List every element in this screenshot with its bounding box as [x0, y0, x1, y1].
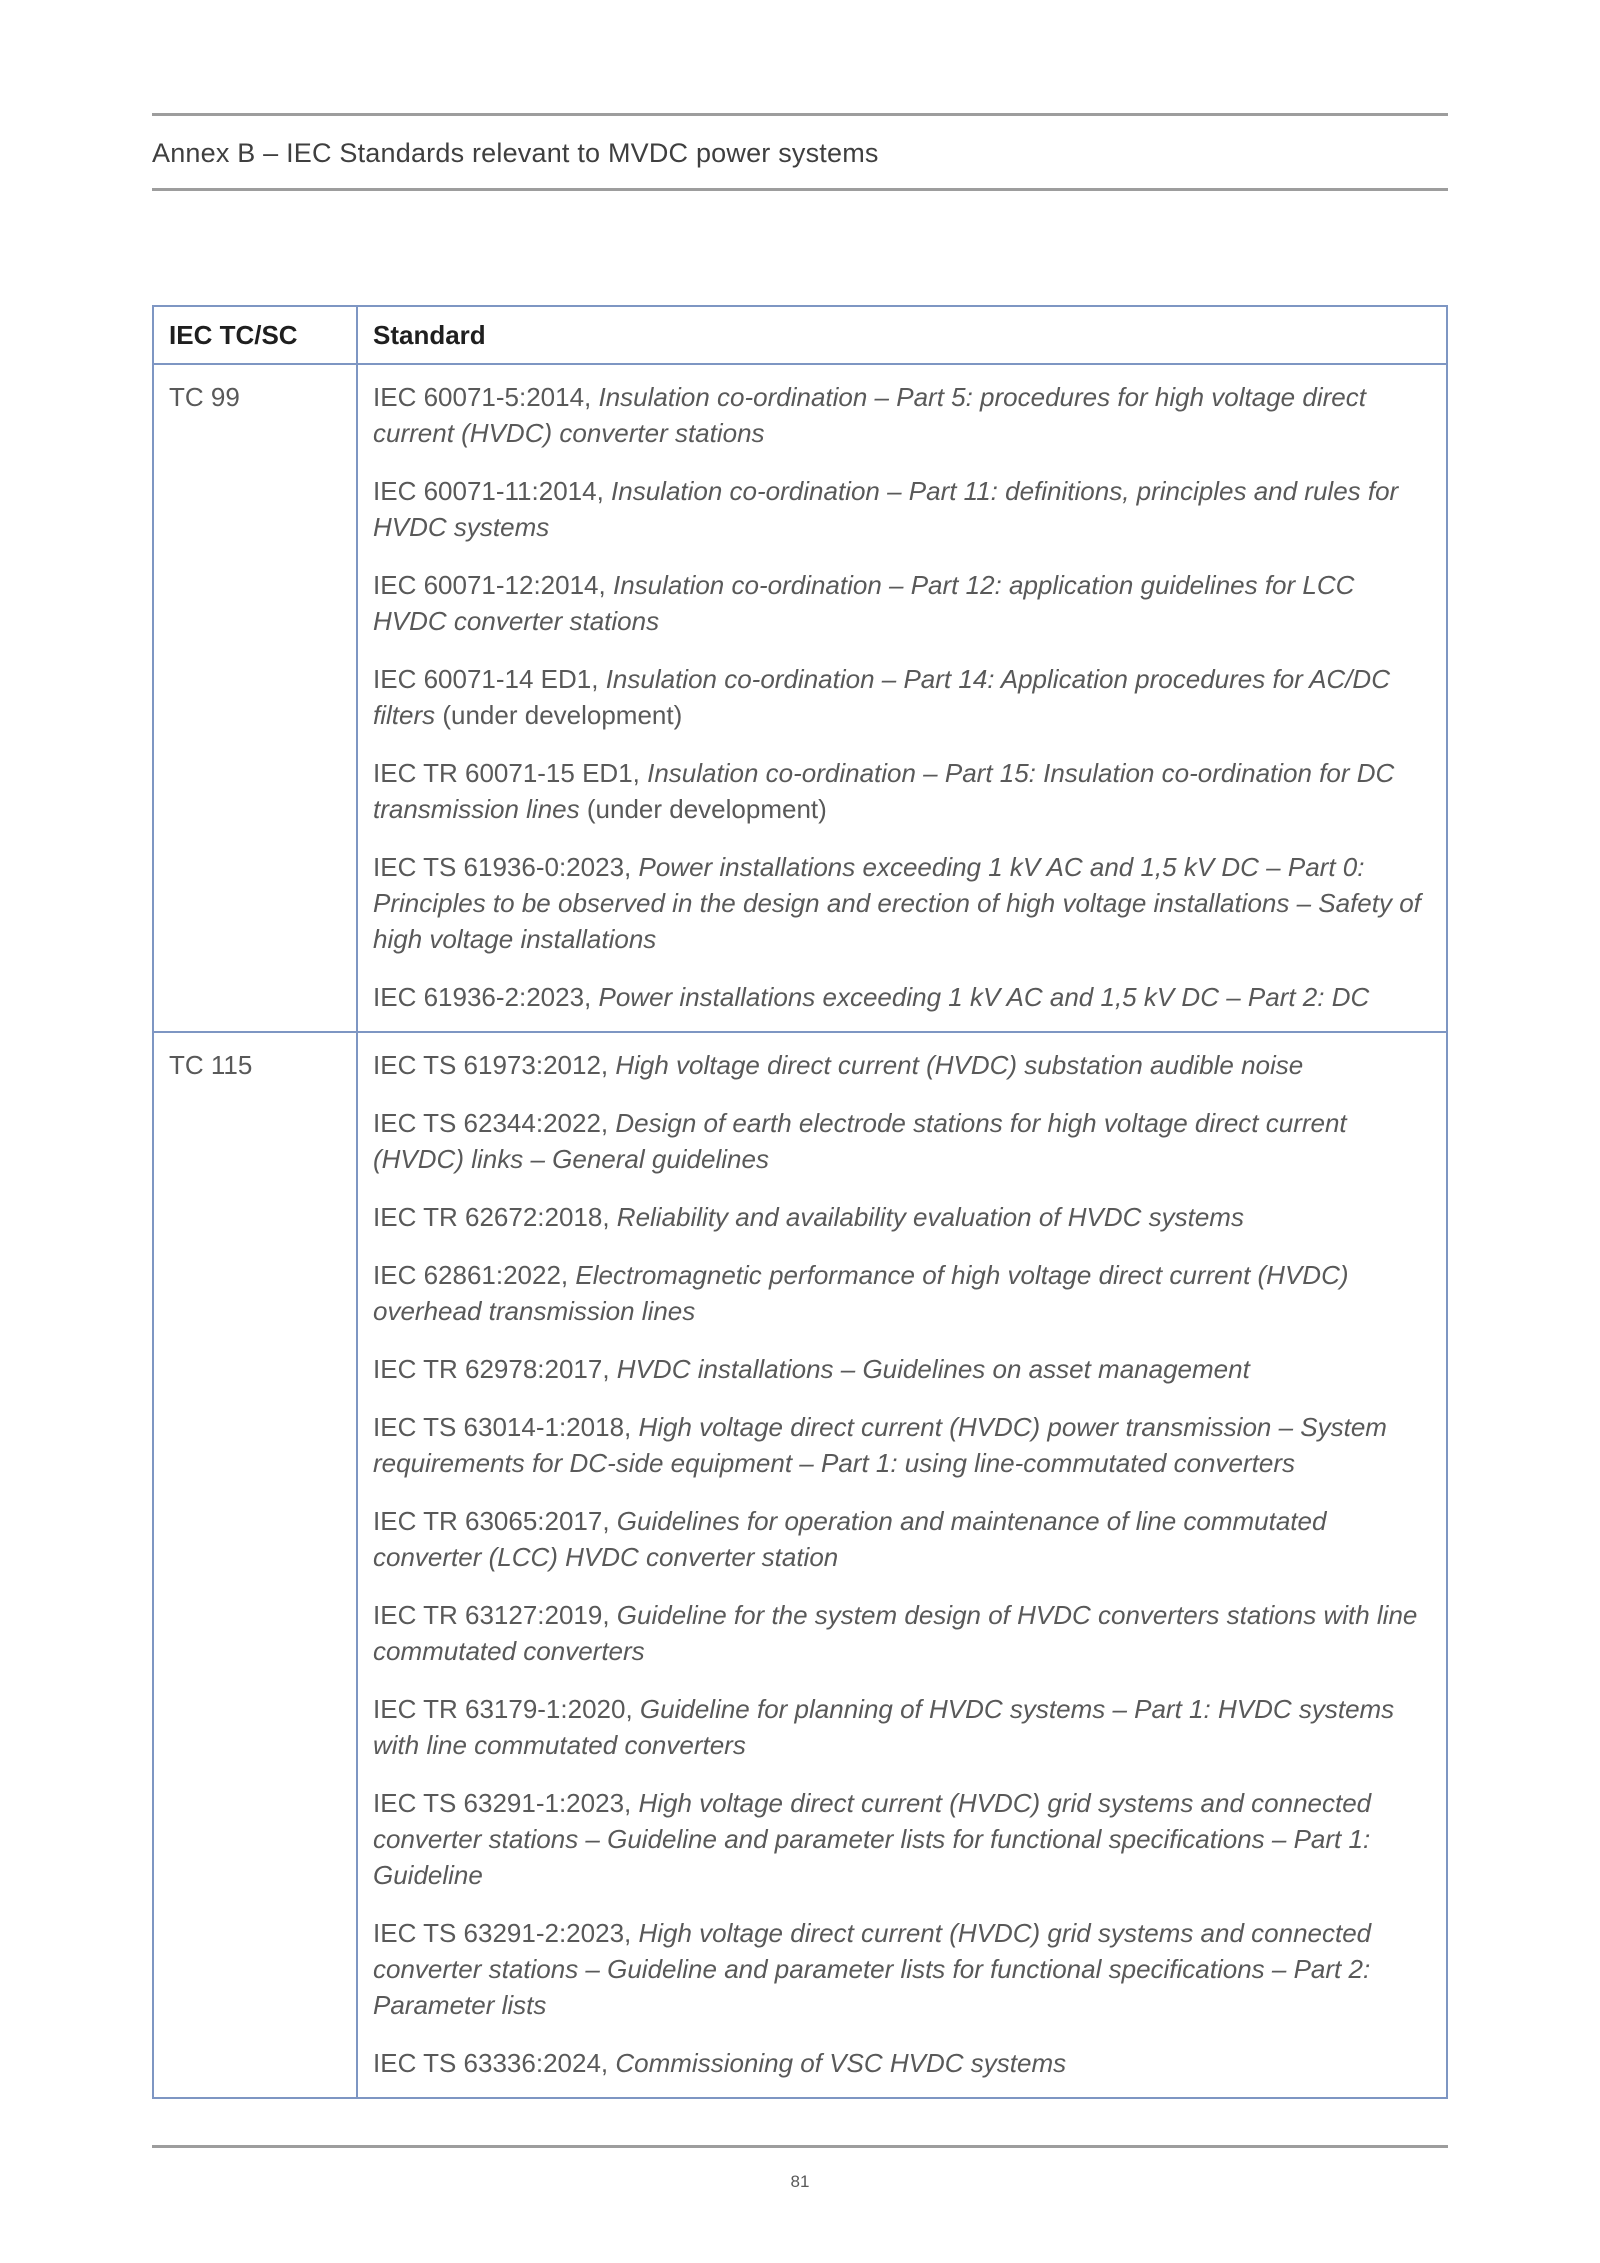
standard-entry: [373, 2045, 1421, 2081]
standard-entry: [373, 979, 1421, 1015]
standard-entry: [373, 1691, 1421, 1763]
header-rule-top: [152, 113, 1448, 116]
page-title: Annex B – IEC Standards relevant to MVDC power systems: [152, 138, 879, 168]
standard-code: IEC TS 63291-2:2023,: [373, 1918, 639, 1948]
standard-status: (under development): [435, 700, 683, 730]
standard-title: Power installations exceeding 1 kV AC and 1,5 kV DC – Part 0: Principles to be observed in the design and erection of high voltage installations – Safety of high voltage installations: [373, 852, 1421, 954]
standard-entry: [373, 1351, 1421, 1387]
table-row: [153, 1032, 1447, 2098]
standard-entry: [373, 1409, 1421, 1481]
standard-entry: [373, 1047, 1421, 1083]
standard-title: Guideline for the system design of HVDC converters stations with line commutated converters: [373, 1600, 1418, 1666]
standard-entry: [373, 567, 1421, 639]
standard-title: Guidelines for operation and maintenance of line commutated converter (LCC) HVDC converter station: [373, 1506, 1327, 1572]
standards-table-body: [153, 364, 1447, 2098]
standard-title: Power installations exceeding 1 kV AC and 1,5 kV DC – Part 2: DC: [598, 982, 1370, 1012]
standard-code: IEC 60071-5:2014,: [373, 382, 599, 412]
tc-cell: TC 115: [153, 1032, 357, 2098]
standard-entry: [373, 379, 1421, 451]
header-rule-bottom: [152, 188, 1448, 191]
standards-table: [152, 305, 1448, 2099]
tc-cell: TC 99: [153, 364, 357, 1032]
standard-entry: [373, 849, 1421, 957]
standard-status: (under development): [579, 794, 827, 824]
column-header-standard: Standard: [357, 306, 1447, 364]
standard-title: HVDC installations – Guidelines on asset management: [616, 1354, 1250, 1384]
standard-entry: [373, 1105, 1421, 1177]
standard-entry: [373, 473, 1421, 545]
column-header-iec-tcsc: IEC TC/SC: [153, 306, 357, 364]
standard-title: High voltage direct current (HVDC) grid systems and connected converter stations – Guideline and parameter lists for functional specifications – Part 2: Parameter lists: [373, 1918, 1372, 2020]
standard-title: Insulation co-ordination – Part 5: procedures for high voltage direct current (HVDC) converter stations: [373, 382, 1366, 448]
standard-code: IEC TS 63014-1:2018,: [373, 1412, 639, 1442]
standard-title: High voltage direct current (HVDC) substation audible noise: [615, 1050, 1304, 1080]
standard-title: Insulation co-ordination – Part 11: definitions, principles and rules for HVDC systems: [373, 476, 1399, 542]
standard-code: IEC TS 62344:2022,: [373, 1108, 616, 1138]
standard-code: IEC TR 60071-15 ED1,: [373, 758, 648, 788]
standard-title: Insulation co-ordination – Part 14: Application procedures for AC/DC filters: [373, 664, 1390, 730]
standard-code: IEC TS 61973:2012,: [373, 1050, 616, 1080]
standards-cell: [357, 364, 1447, 1032]
standard-title: Electromagnetic performance of high voltage direct current (HVDC) overhead transmission lines: [373, 1260, 1349, 1326]
table-header-row: [153, 306, 1447, 364]
standard-code: IEC TS 61936-0:2023,: [373, 852, 639, 882]
standard-entry: [373, 1199, 1421, 1235]
standard-code: IEC 61936-2:2023,: [373, 982, 599, 1012]
standard-entry: [373, 1503, 1421, 1575]
standard-entry: [373, 1915, 1421, 2023]
standard-entry: [373, 1785, 1421, 1893]
standard-code: IEC 60071-14 ED1,: [373, 664, 606, 694]
standard-entry: [373, 1597, 1421, 1669]
standard-title: High voltage direct current (HVDC) power transmission – System requirements for DC-side equipment – Part 1: using line-commutated converters: [373, 1412, 1387, 1478]
standard-code: IEC TR 62672:2018,: [373, 1202, 617, 1232]
standard-code: IEC 62861:2022,: [373, 1260, 576, 1290]
standards-cell: [357, 1032, 1447, 2098]
standard-title: Design of earth electrode stations for high voltage direct current (HVDC) links – General guidelines: [373, 1108, 1347, 1174]
standard-entry: [373, 661, 1421, 733]
standard-code: IEC TR 62978:2017,: [373, 1354, 617, 1384]
standard-code: IEC 60071-12:2014,: [373, 570, 613, 600]
standard-code: IEC 60071-11:2014,: [373, 476, 612, 506]
standard-code: IEC TS 63336:2024,: [373, 2048, 616, 2078]
standard-title: Guideline for planning of HVDC systems – Part 1: HVDC systems with line commutated converters: [373, 1694, 1395, 1760]
standard-title: Insulation co-ordination – Part 15: Insulation co-ordination for DC transmission lines: [373, 758, 1395, 824]
standard-entry: [373, 755, 1421, 827]
standard-code: IEC TS 63291-1:2023,: [373, 1788, 639, 1818]
standard-title: Commissioning of VSC HVDC systems: [615, 2048, 1067, 2078]
standard-title: Insulation co-ordination – Part 12: application guidelines for LCC HVDC converter stations: [373, 570, 1355, 636]
footer-rule: [152, 2145, 1448, 2148]
standard-code: IEC TR 63179-1:2020,: [373, 1694, 640, 1724]
standard-title: High voltage direct current (HVDC) grid systems and connected converter stations – Guideline and parameter lists for functional specifications – Part 1: Guideline: [373, 1788, 1372, 1890]
standard-title: Reliability and availability evaluation of HVDC systems: [616, 1202, 1244, 1232]
table-row: [153, 364, 1447, 1032]
standard-code: IEC TR 63127:2019,: [373, 1600, 617, 1630]
standard-entry: [373, 1257, 1421, 1329]
standard-code: IEC TR 63065:2017,: [373, 1506, 617, 1536]
page-number: 81: [790, 2172, 810, 2191]
